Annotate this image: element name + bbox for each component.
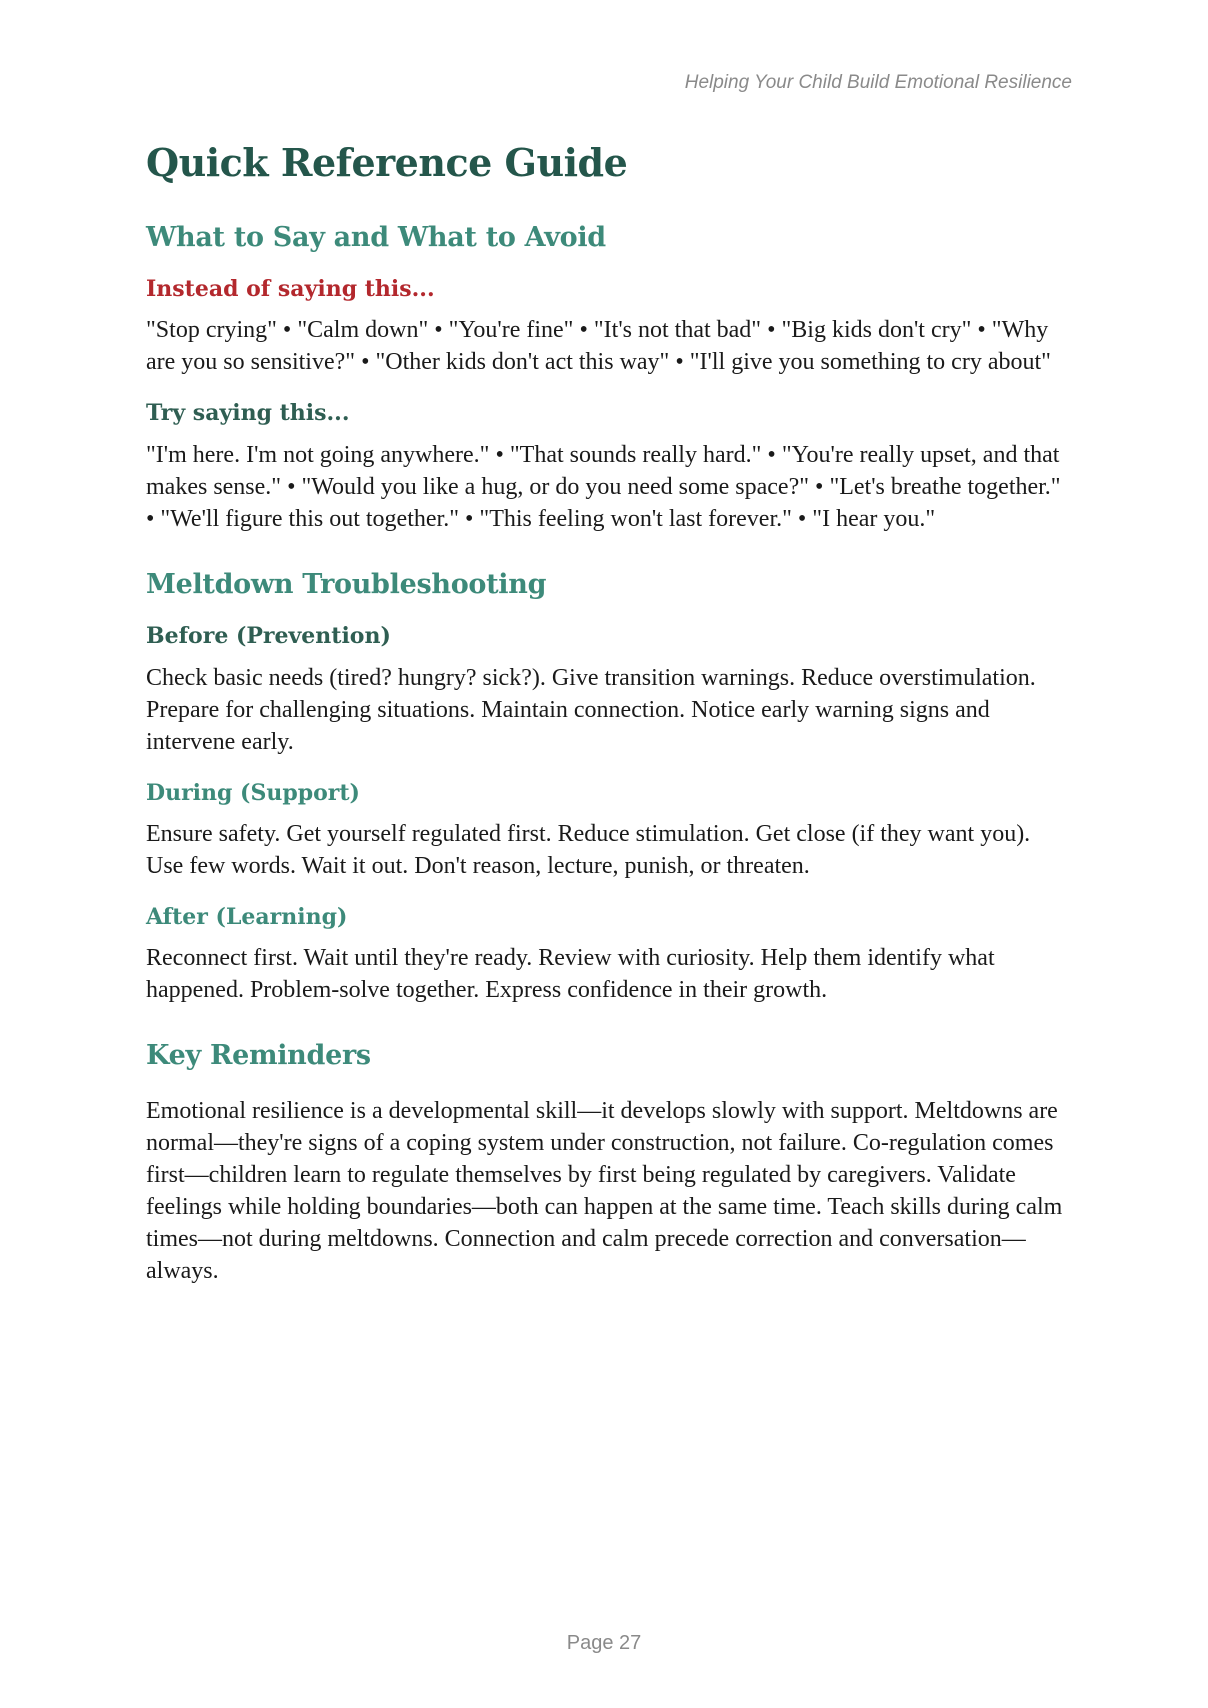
- subsection-text: Check basic needs (tired? hungry? sick?). Give transition warnings. Reduce overstimulation. Prepare for challenging situations. Maintain connection. Notice early warning signs and intervene early.: [146, 664, 1036, 755]
- section-heading: Key Reminders: [146, 1040, 371, 1072]
- section-heading: What to Say and What to Avoid: [146, 221, 606, 253]
- section-key-reminders: [146, 1040, 1066, 1286]
- subsection-heading: Before (Prevention): [146, 623, 391, 650]
- section-what-to-say: [146, 222, 1066, 535]
- subsection-heading: Try saying this...: [146, 400, 350, 427]
- key-reminders-text: Emotional resilience is a developmental skill—it develops slowly with support. Meltdowns are normal—they're signs of a coping system under construction, not failure. Co-regulation comes first—children learn to regulate themselves by first being regulated by caregivers. Validate feelings while holding boundaries—both can happen at the same time. Teach skills during calm times—not during meltdowns. Connection and calm precede correction and conversation—always.: [146, 1097, 1063, 1284]
- subsection-during: [146, 780, 1066, 882]
- subsection-text: Ensure safety. Get yourself regulated first. Reduce stimulation. Get close (if they want you). Use few words. Wait it out. Don't reason, lecture, punish, or threaten.: [146, 820, 1031, 879]
- subsection-try-saying: [146, 400, 1066, 534]
- section-heading: Meltdown Troubleshooting: [146, 568, 547, 600]
- phrases-to-use: "I'm here. I'm not going anywhere." • "That sounds really hard." • "You're really upset, and that makes sense." • "Would you like a hug, or do you need some space?" • "Let's breathe together." • "We'll figure this out together." • "This feeling won't last forever." • "I hear you.": [146, 441, 1061, 532]
- subsection-heading: Instead of saying this...: [146, 275, 435, 302]
- section-meltdown-troubleshooting: [146, 569, 1066, 1007]
- subsection-heading: During (Support): [146, 779, 360, 806]
- subsection-instead-of-saying: [146, 276, 1066, 378]
- subsection-heading: After (Learning): [146, 903, 348, 930]
- page-number: Page 27: [566, 1632, 642, 1654]
- running-header: Helping Your Child Build Emotional Resilience: [684, 72, 1072, 93]
- subsection-after: [146, 904, 1066, 1006]
- page-title: Quick Reference Guide: [146, 140, 628, 185]
- subsection-before: [146, 623, 1066, 757]
- phrases-to-avoid: "Stop crying" • "Calm down" • "You're fine" • "It's not that bad" • "Big kids don't cry" • "Why are you so sensitive?" • "Other kids don't act this way" • "I'll give you something to cry about": [146, 317, 1051, 376]
- page-content: [146, 140, 1066, 1321]
- subsection-text: Reconnect first. Wait until they're ready. Review with curiosity. Help them identify what happened. Problem-solve together. Express confidence in their growth.: [146, 945, 995, 1004]
